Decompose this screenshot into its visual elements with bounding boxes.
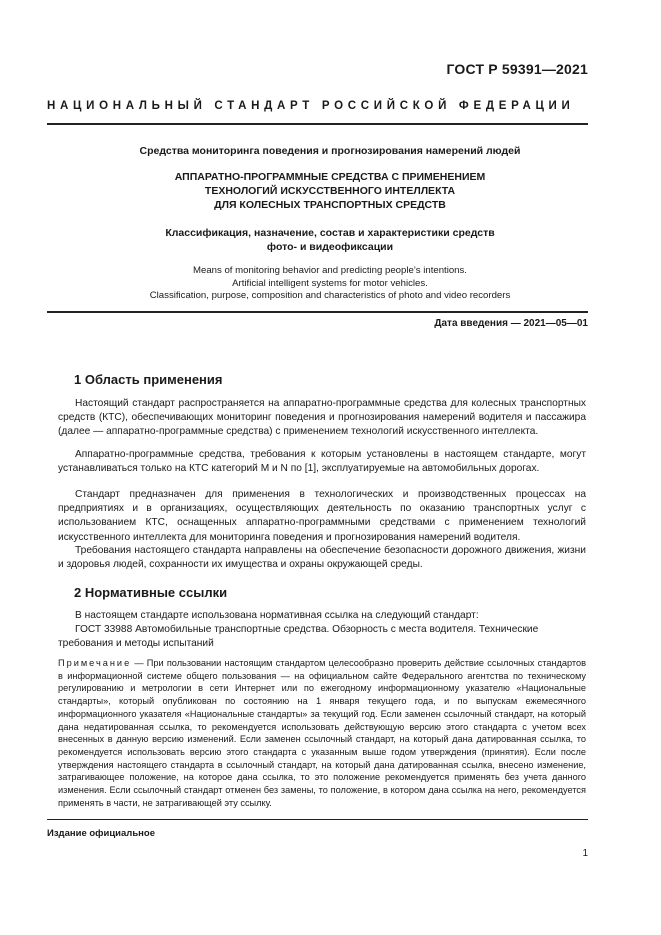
paragraph-text: Стандарт предназначен для применения в технологических и производственных процессах на предприятиях и в организациях, осуществляющих деятельность по оказанию транспортных услуг с использованием КТС, оснащенных аппаратно-программными средствами с применением технологий искусственного интеллекта для мониторинга поведения и прогнозирования намерений водителя.	[58, 489, 586, 543]
main-title-line: ТЕХНОЛОГИЙ ИСКУССТВЕННОГО ИНТЕЛЛЕКТА	[204, 185, 456, 197]
paragraph-text: Аппаратно-программные средства, требования к которым установлены в настоящем стандарте, могут устанавливаться только на КТС категорий M и N по [1], эксплуатируемые на автомобильных дорогах.	[58, 449, 586, 475]
section-2-heading: 2 Нормативные ссылки	[74, 585, 228, 600]
paragraph-text: Настоящий стандарт распространяется на аппаратно-программные средства для колесных транспортных средств (КТС), обеспечивающих мониторинг поведения и прогнозирования намерений водителя и пассажира (далее — аппаратно-программные средства) с применением технологий искусственного интеллекта.	[58, 398, 586, 438]
section-1-paragraph	[58, 488, 586, 545]
english-title-line: Means of monitoring behavior and predicting people’s intentions.	[193, 265, 467, 276]
intro-date: Дата введения — 2021—05—01	[434, 318, 588, 329]
paragraph-text: В настоящем стандарте использована нормативная ссылка на следующий стандарт:	[75, 610, 479, 621]
english-title-line: Classification, purpose, composition and characteristics of photo and video recorders	[149, 290, 511, 301]
page-number: 1	[582, 848, 588, 859]
national-standard-banner: НАЦИОНАЛЬНЫЙ СТАНДАРТ РОССИЙСКОЙ ФЕДЕРАЦИИ	[47, 100, 575, 112]
footer-rule	[47, 819, 588, 820]
section-1-paragraph	[58, 448, 586, 476]
series-title: Средства мониторинга поведения и прогнозирования намерений людей	[139, 145, 521, 157]
note-label: Примечание	[58, 658, 132, 668]
section-1-paragraph	[58, 397, 586, 440]
edition-label: Издание официальное	[47, 828, 155, 839]
english-title	[60, 265, 600, 303]
normative-reference	[58, 623, 586, 651]
note-text: — При пользовании настоящим стандартом целесообразно проверить действие ссылочных стандартов в информационной системе общего пользования — на официальном сайте Федерального агентства по техническому регулированию и метрологии в сети Интернет или по ежегодному информационному указателю «Национальные стандарты», который опубликован по состоянию на 1 января текущего года, и по выпускам ежемесячного информационного указателя «Национальные стандарты» за текущий год. Если заменен ссылочный стандарт, на который дана недатированная ссылка, то рекомендуется использовать действующую версию этого стандарта с учетом всех внесенных в данную версию изменений. Если заменен ссылочный стандарт, на который дана датированная ссылка, то рекомендуется использовать версию этого стандарта с указанным выше годом утверждения (принятия). Если после утверждения настоящего стандарта в ссылочный стандарт, на который дана датированная ссылка, внесено изменение, затрагивающее положение, на которое дана ссылка, то это положение рекомендуется применять без учета данного изменения. Если ссылочный стандарт отменен без замены, то положение, в котором дана ссылка на него, рекомендуется применять в части, не затрагивающей эту ссылку.	[58, 658, 586, 808]
subtitle	[60, 226, 600, 254]
title-rule	[47, 311, 588, 313]
section-1-heading: 1 Область применения	[74, 372, 223, 387]
subtitle-line: фото- и видеофиксации	[266, 241, 394, 253]
subtitle-line: Классификация, назначение, состав и характеристики средств	[165, 227, 495, 239]
note-block	[58, 657, 586, 809]
main-title	[60, 170, 600, 212]
section-1-paragraph	[58, 544, 586, 572]
main-title-line: ДЛЯ КОЛЕСНЫХ ТРАНСПОРТНЫХ СРЕДСТВ	[214, 199, 446, 211]
reference-text: ГОСТ 33988 Автомобильные транспортные средства. Обзорность с места водителя. Технические требования и методы испытаний	[58, 624, 539, 650]
top-rule	[47, 123, 588, 125]
gost-number: ГОСТ Р 59391—2021	[446, 61, 588, 77]
main-title-line: АППАРАТНО-ПРОГРАММНЫЕ СРЕДСТВА С ПРИМЕНЕНИЕМ	[174, 171, 486, 183]
paragraph-text: Требования настоящего стандарта направлены на обеспечение безопасности дорожного движения, жизни и здоровья людей, сохранности их имущества и охраны окружающей среды.	[58, 545, 586, 571]
english-title-line: Artificial intelligent systems for motor vehicles.	[232, 277, 428, 289]
section-2-intro	[58, 609, 586, 623]
